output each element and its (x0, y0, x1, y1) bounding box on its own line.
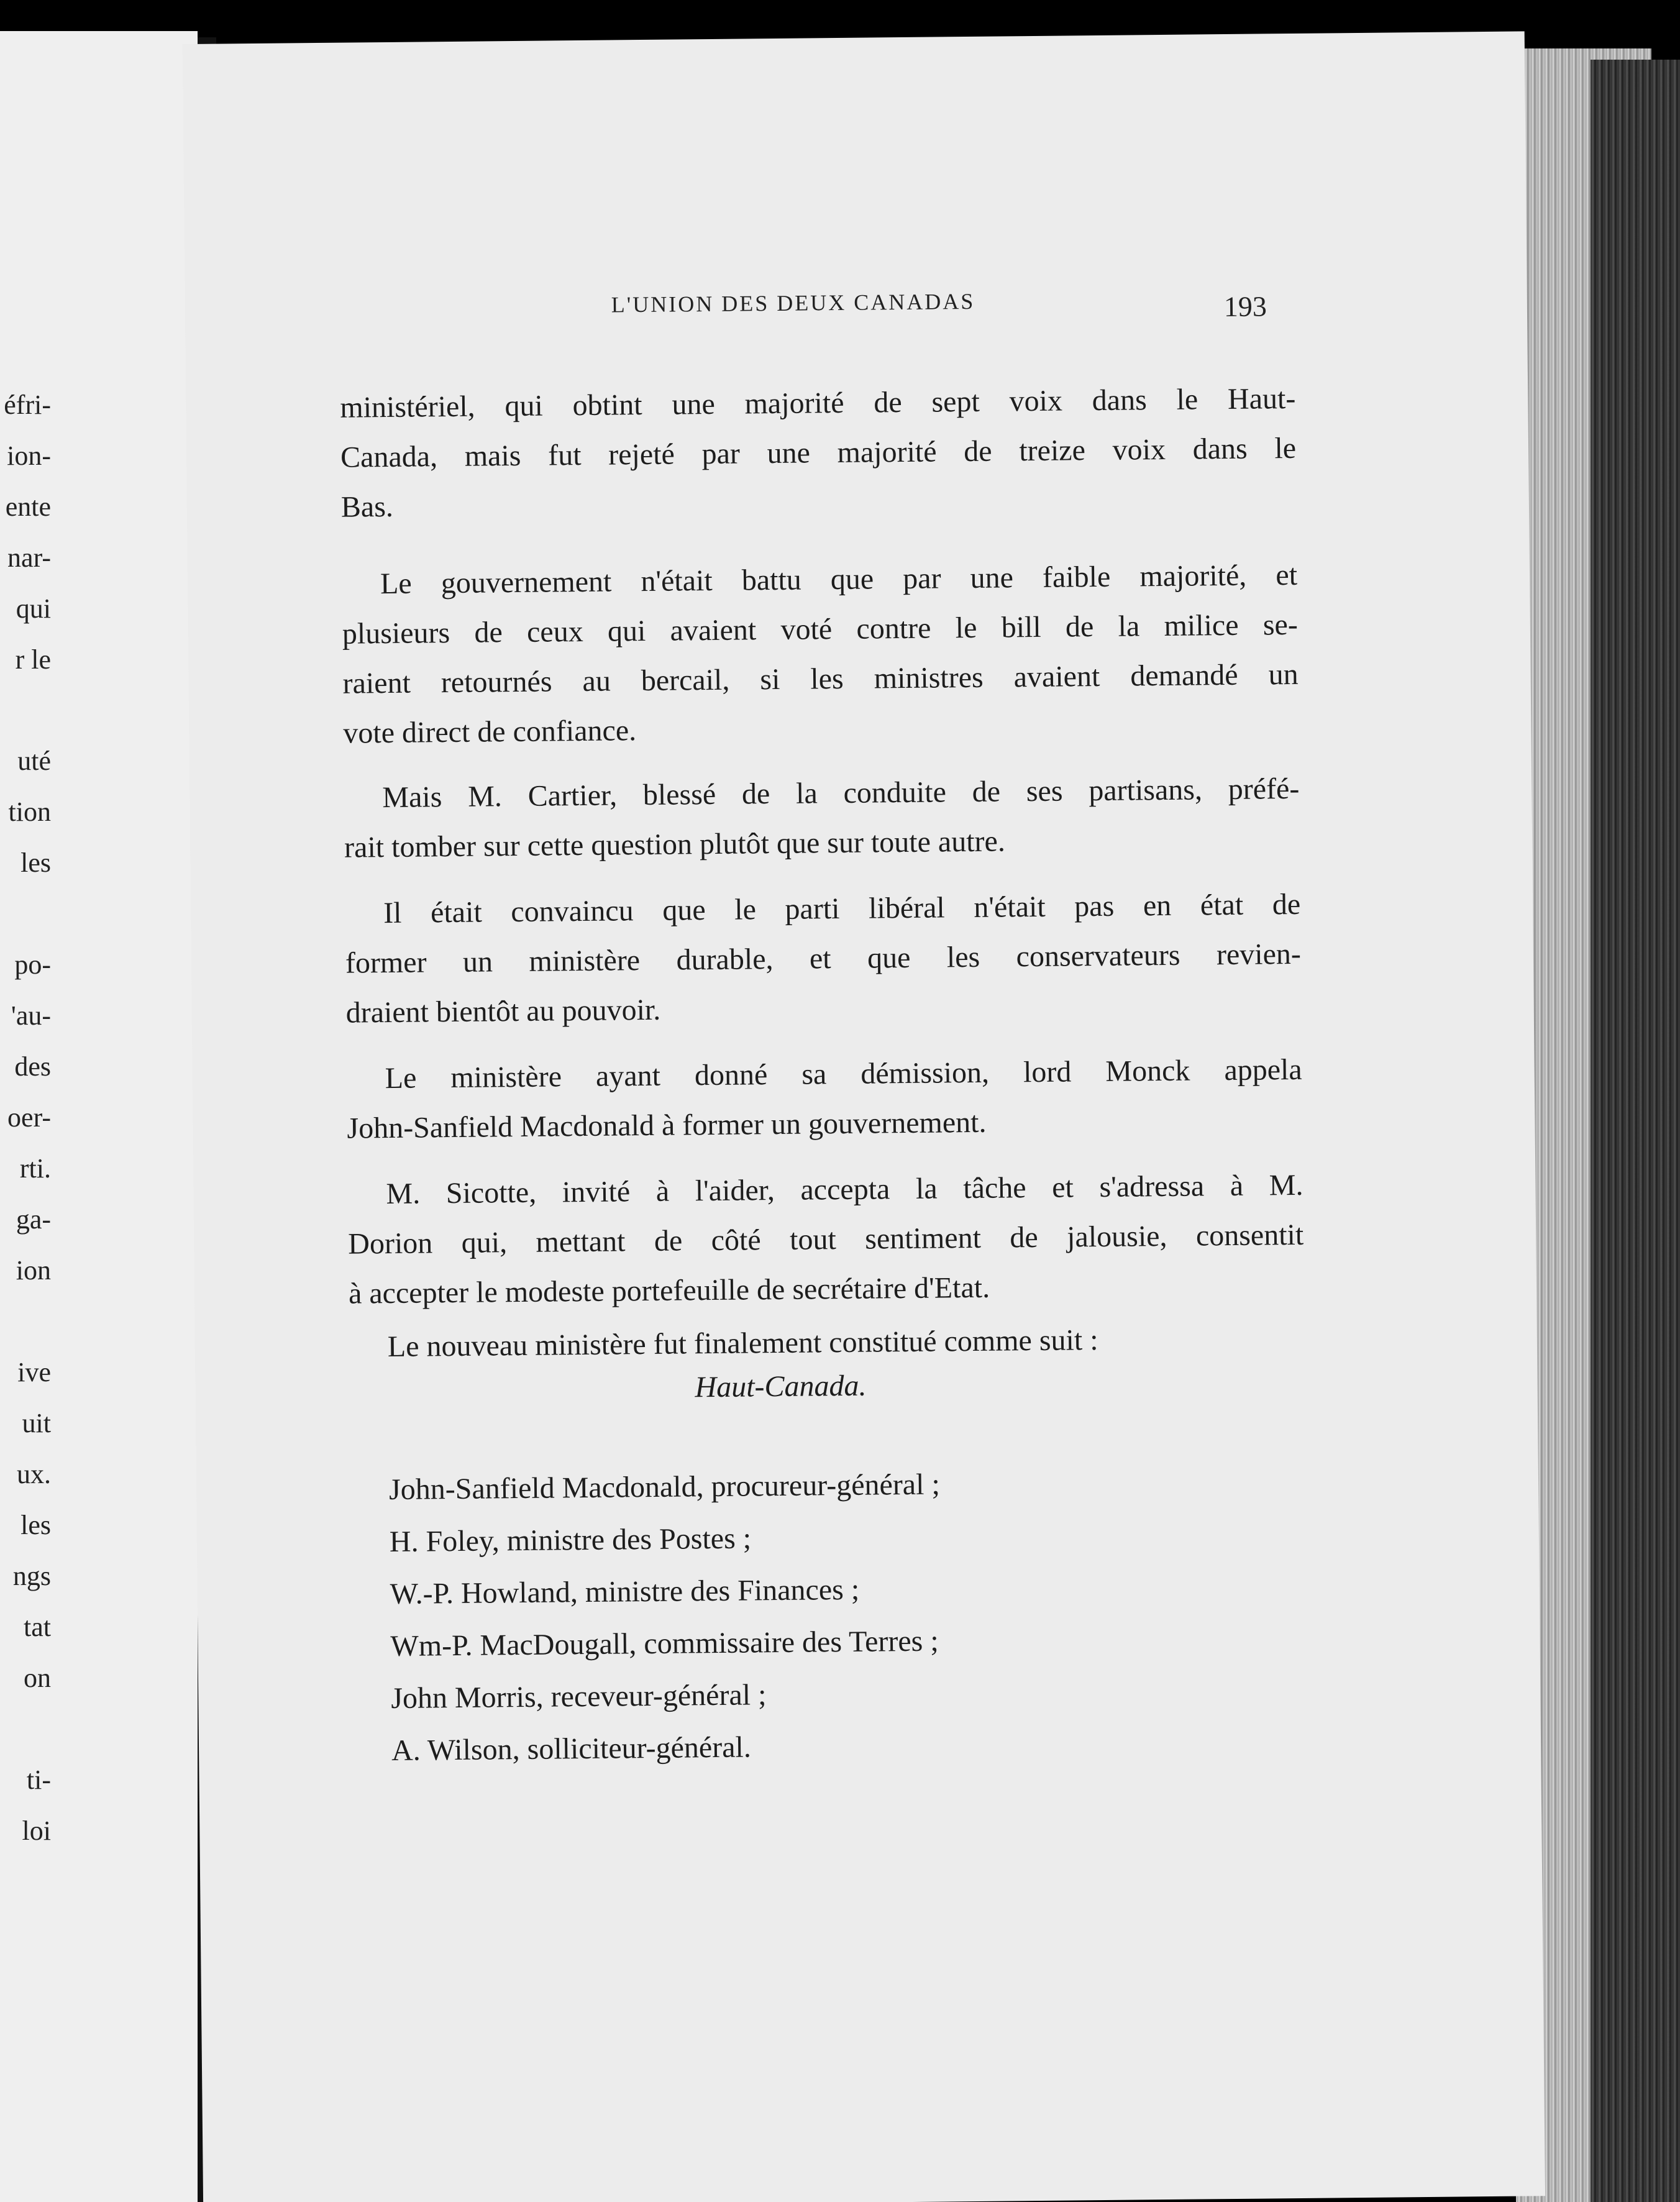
left-page-fragment: ente (5, 491, 51, 522)
left-page-fragment: uit (22, 1408, 51, 1438)
paragraph-line: vote direct de confiance. (343, 714, 637, 750)
roster-item: Wm-P. MacDougall, commissaire des Terres ; (390, 1624, 939, 1663)
paragraph-line: rait tomber sur cette question plutôt que sur toute autre. (344, 825, 1006, 864)
paragraph-line: John-Sanfield Macdonald à former un gouvernement. (347, 1105, 987, 1145)
left-page-fragment: ngs (12, 1561, 51, 1591)
paragraph-line: Le ministère ayant donné sa démission, lord Monck appela (385, 1053, 1302, 1095)
main-page (183, 31, 1545, 2202)
left-page-fragment: ga- (16, 1204, 51, 1235)
left-page-fragment: les (21, 847, 51, 878)
paragraph-line: Dorion qui, mettant de côté tout sentiment de jalousie, consentit (348, 1218, 1304, 1261)
left-page-fragment: oer- (7, 1102, 51, 1133)
roster-item: A. Wilson, solliciteur-général. (391, 1730, 752, 1768)
paragraph-line: Le gouvernement n'était battu que par une faible majorité, et (380, 558, 1298, 601)
left-page-fragment: po- (14, 949, 51, 980)
paragraph-line: ministériel, qui obtint une majorité de sept voix dans le Haut- (340, 381, 1296, 424)
roster-item: W.-P. Howland, ministre des Finances ; (390, 1573, 860, 1611)
left-page-fragment: r le (15, 644, 51, 675)
left-page-fragment: rti. (19, 1153, 51, 1184)
left-page-fragment: nar- (7, 542, 51, 573)
left-page-fragment: ti- (26, 1765, 51, 1795)
book-cover-edge (1591, 60, 1680, 2202)
left-page-fragment: ion (16, 1255, 51, 1286)
left-page-fragment: ux. (17, 1459, 51, 1489)
left-page-fragment: uté (17, 746, 51, 776)
paragraph-line: à accepter le modeste portefeuille de secrétaire d'Etat. (348, 1271, 990, 1310)
paragraph-line: Mais M. Cartier, blessé de la conduite de ses partisans, préfé- (382, 772, 1300, 815)
paragraph-line: plusieurs de ceux qui avaient voté contre le bill de la milice se- (342, 608, 1299, 651)
paragraph-line: Le nouveau ministère fut finalement constitué comme suit : (387, 1323, 1098, 1364)
roster-item: H. Foley, ministre des Postes ; (389, 1522, 752, 1559)
left-page-fragment: qui (16, 593, 51, 624)
left-facing-page (0, 31, 198, 2202)
roster-item: John-Sanfield Macdonald, procureur-général ; (388, 1468, 941, 1507)
left-page-fragment: tat (24, 1612, 51, 1642)
page-number: 193 (1223, 290, 1267, 323)
left-page-fragment: 'au- (11, 1000, 51, 1031)
section-heading: Haut-Canada. (695, 1369, 867, 1404)
left-page-fragment: des (14, 1051, 51, 1082)
left-page-fragment: ive (17, 1357, 51, 1387)
paragraph-line: draient bientôt au pouvoir. (345, 993, 661, 1030)
paragraph-line: Bas. (340, 490, 394, 524)
left-page-fragment: on (24, 1663, 51, 1693)
left-page-fragment: tion (8, 797, 51, 827)
roster-item: John Morris, receveur-général ; (391, 1678, 767, 1715)
paragraph-line: Canada, mais fut rejeté par une majorité de treize voix dans le (340, 431, 1297, 474)
paragraph-line: M. Sicotte, invité à l'aider, accepta la tâche et s'adressa à M. (386, 1168, 1303, 1211)
running-head: L'UNION DES DEUX CANADAS (611, 288, 975, 318)
left-page-fragment: loi (22, 1816, 51, 1846)
paragraph-line: Il était convaincu que le parti libéral n'était pas en état de (383, 887, 1301, 930)
left-page-fragment: ion- (7, 441, 51, 471)
left-page-fragment: éfri- (4, 390, 51, 420)
left-page-fragment: les (21, 1510, 51, 1540)
paragraph-line: former un ministère durable, et que les conservateurs revien- (345, 937, 1302, 980)
paragraph-line: raient retournés au bercail, si les ministres avaient demandé un (342, 657, 1299, 700)
